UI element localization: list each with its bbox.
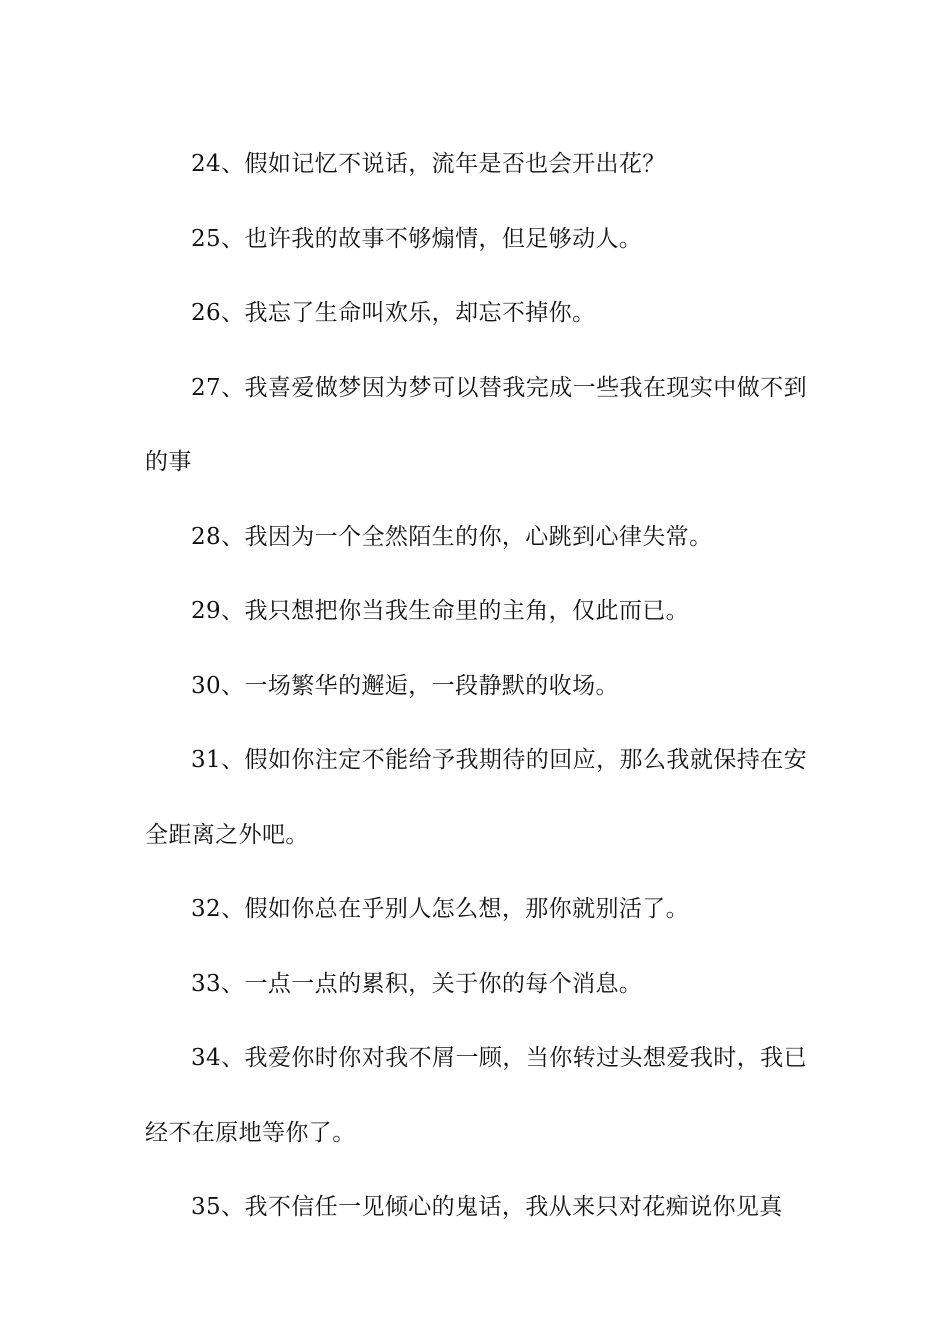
paragraph-28: 28、我因为一个全然陌生的你，心跳到心律失常。 — [191, 523, 713, 550]
paragraph-30: 30、一场繁华的邂逅，一段静默的收场。 — [191, 672, 619, 699]
paragraph-25: 25、也许我的故事不够煽情，但足够动人。 — [191, 225, 643, 252]
document-body — [145, 127, 807, 1245]
paragraph-24: 24、假如记忆不说话，流年是否也会开出花？ — [191, 151, 666, 177]
paragraph-35: 35、我不信任一见倾心的鬼话，我从来只对花痴说你见真 — [191, 1194, 783, 1220]
paragraph-27: 27、我喜爱做梦因为梦可以替我完成一些我在现实中做不到的事 — [145, 374, 807, 475]
paragraph-26: 26、我忘了生命叫欢乐，却忘不掉你。 — [191, 300, 596, 326]
paragraph-31: 31、假如你注定不能给予我期待的回应，那么我就保持在安全距离之外吧。 — [145, 747, 807, 848]
paragraph-33: 33、一点一点的累积，关于你的每个消息。 — [191, 970, 643, 997]
paragraph-32: 32、假如你总在乎别人怎么想，那你就别活了。 — [191, 896, 690, 922]
paragraph-29: 29、我只想把你当我生命里的主角，仅此而已。 — [191, 598, 690, 624]
paragraph-34: 34、我爱你时你对我不屑一顾，当你转过头想爱我时，我已经不在原地等你了。 — [145, 1045, 807, 1146]
